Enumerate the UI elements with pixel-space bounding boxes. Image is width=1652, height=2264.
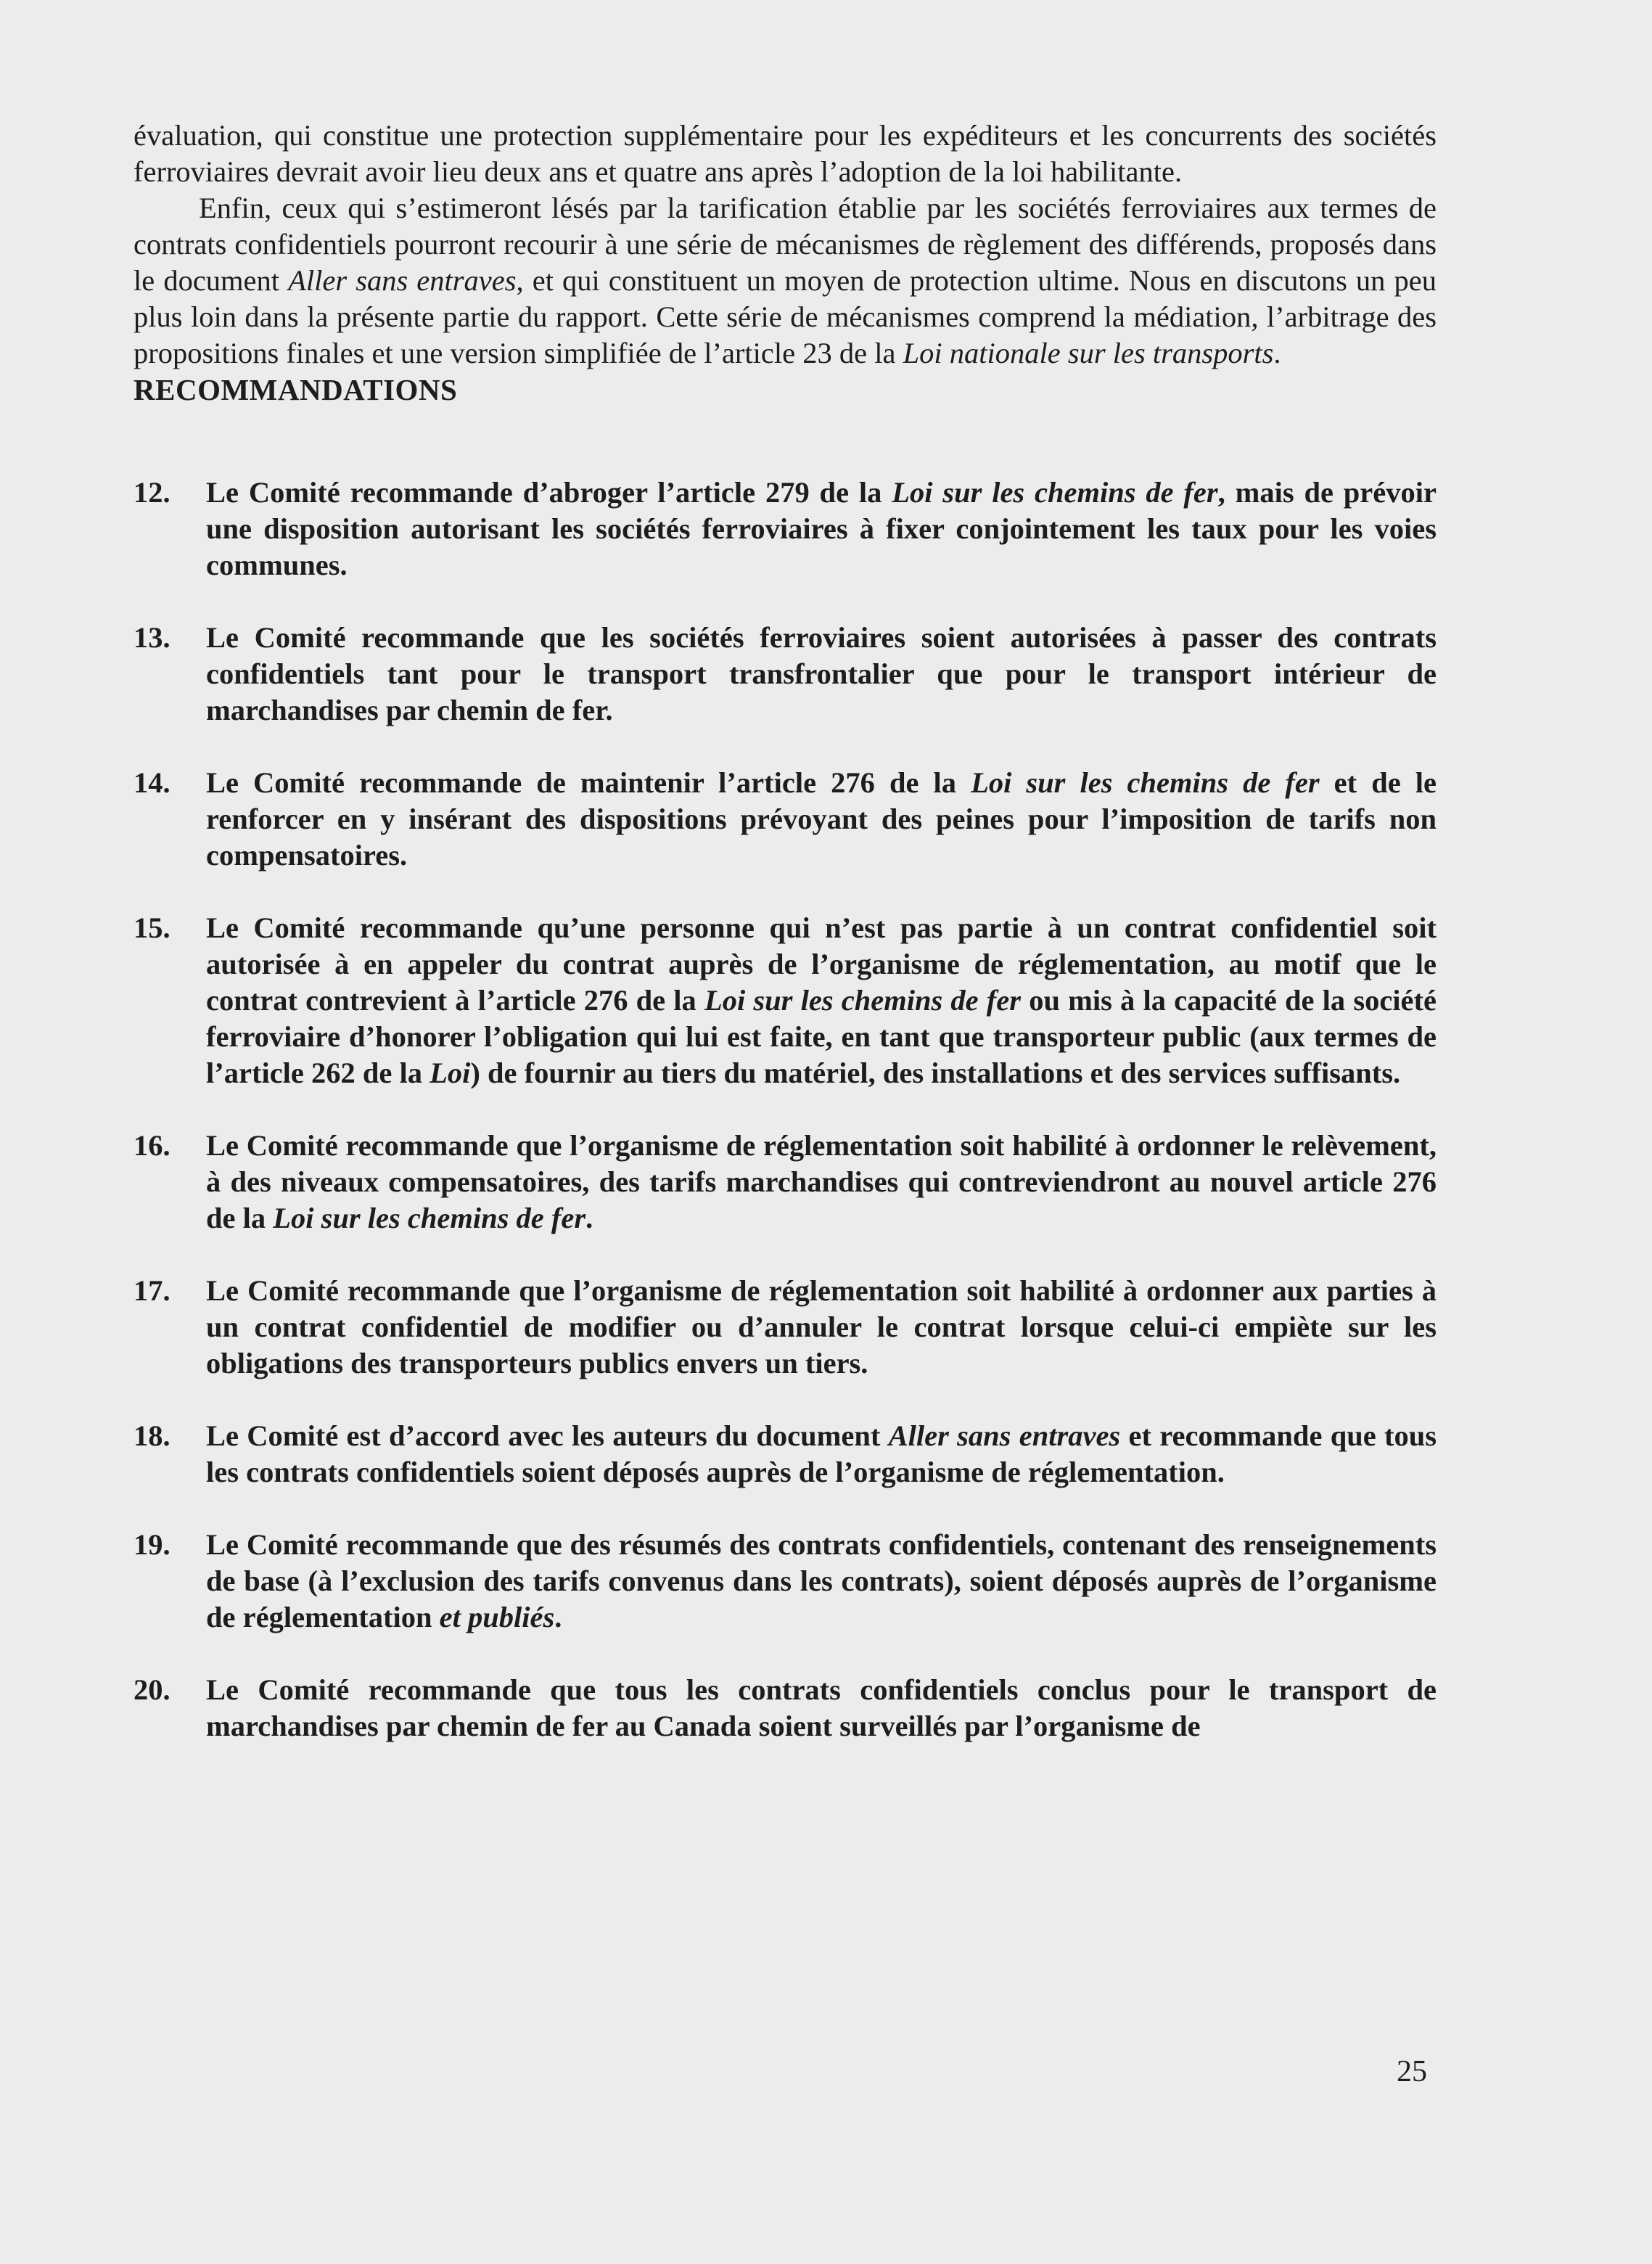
page-number: 25: [1397, 2055, 1427, 2088]
recommendation-text-part: Le Comité recommande qu’une personne qui n’est pas partie à un contrat confidentiel soit autorisée à en appeler du contrat auprès de l’organisme de réglementation, au motif que le contrat contrevient à l’article 276 de la: [206, 911, 1437, 1017]
section-heading: RECOMMANDATIONS: [133, 373, 458, 406]
recommendation-text: [206, 475, 1437, 583]
paragraph-text: , et qui constituent un moyen de protection ultime. Nous en discutons un peu plus loin dans la présente partie du rapport. Cette série de mécanismes comprend la médiation, l’arbitrage des propositions finales et une version simplifiée de l’article 23 de la: [133, 264, 1437, 369]
recommendation-number: 13.: [133, 621, 170, 654]
recommendation-text-part: , mais de prévoir une disposition autorisant les sociétés ferroviaires à fixer conjointement les taux pour les voies communes.: [206, 476, 1437, 581]
recommendation-number: 19.: [133, 1528, 170, 1561]
recommendation-item: [133, 1273, 1437, 1382]
recommendation-text: [206, 1527, 1437, 1636]
recommendation-number: 20.: [133, 1673, 170, 1706]
recommendation-item: [133, 1418, 1437, 1490]
recommendation-text-part: Le Comité recommande que les sociétés ferroviaires soient autorisées à passer des contrats confidentiels tant pour le transport transfrontalier que pour le transport intérieur de marchandises par chemin de fer.: [206, 621, 1437, 726]
paragraph-text: Enfin, ceux qui s’estimeront lésés par la tarification établie par les sociétés ferroviaires aux termes de contrats confidentiels pourront recourir à une série de mécanismes de règlement des différends, proposés dans le document: [133, 192, 1437, 297]
recommendation-item: [133, 1672, 1437, 1744]
recommendation-number: 17.: [133, 1274, 170, 1307]
law-title-italic: Loi sur les chemins de fer: [971, 766, 1320, 799]
recommendation-text-part: Le Comité recommande que l’organisme de réglementation soit habilité à ordonner le relèvement, à des niveaux compensatoires, des tarifs marchandises qui contreviendront au nouvel article 276 de la: [206, 1129, 1437, 1234]
emphasis-italic: et publiés: [439, 1601, 555, 1633]
recommendation-text-part: ou mis à la capacité de la société ferroviaire d’honorer l’obligation qui lui est faite, en tant que transporteur public (aux termes de l’article 262 de la: [206, 984, 1437, 1089]
recommendation-item: [133, 475, 1437, 583]
document-title-italic: Aller sans entraves: [288, 264, 517, 297]
recommendation-text-part: Le Comité recommande que des résumés des contrats confidentiels, contenant des renseignements de base (à l’exclusion des tarifs convenus dans les contrats), soient déposés auprès de l’organisme de réglementation: [206, 1528, 1437, 1633]
law-title-italic: Loi sur les chemins de fer: [704, 984, 1022, 1017]
paragraph-evaluation: [133, 118, 1437, 190]
recommendation-text-part: et de le renforcer en y insérant des dispositions prévoyant des peines pour l’imposition de tarifs non compensatoires.: [206, 766, 1437, 871]
recommendation-item: [133, 765, 1437, 874]
recommendation-item: [133, 1527, 1437, 1636]
recommendation-text: [206, 1418, 1437, 1490]
recommendation-number: 15.: [133, 911, 170, 944]
recommendation-number: 18.: [133, 1419, 170, 1452]
paragraph-text: .: [1273, 337, 1281, 369]
recommendations-list: [133, 475, 1437, 1744]
document-title-italic: Aller sans entraves: [888, 1419, 1121, 1452]
law-title-italic: Loi sur les chemins de fer: [892, 476, 1218, 509]
recommendation-text: [206, 1672, 1437, 1744]
page-content: [133, 118, 1437, 1744]
recommendation-text-part: et recommande que tous les contrats confidentiels soient déposés auprès de l’organisme de réglementation.: [206, 1419, 1437, 1488]
recommendation-number: 16.: [133, 1129, 170, 1162]
recommendation-text: [206, 1273, 1437, 1382]
recommendation-text: [206, 910, 1437, 1091]
law-title-italic: Loi nationale sur les transports: [903, 337, 1274, 369]
recommendation-item: [133, 1128, 1437, 1236]
recommendation-text: [206, 1128, 1437, 1236]
recommendation-text-part: Le Comité est d’accord avec les auteurs du document: [206, 1419, 889, 1452]
recommendation-text-part: ) de fournir au tiers du matériel, des installations et des services suffisants.: [470, 1057, 1401, 1089]
recommendation-text-part: .: [585, 1202, 593, 1234]
recommendation-text-part: .: [554, 1601, 562, 1633]
recommendation-text: [206, 620, 1437, 729]
recommendation-text: [206, 765, 1437, 874]
recommendation-item: [133, 910, 1437, 1091]
recommendation-number: 14.: [133, 766, 170, 799]
recommendation-item: [133, 620, 1437, 729]
law-title-italic: Loi: [430, 1057, 471, 1089]
paragraph-enfin: [133, 190, 1437, 372]
recommendation-text-part: Le Comité recommande que tous les contrats confidentiels conclus pour le transport de marchandises par chemin de fer au Canada soient surveillés par l’organisme de: [206, 1673, 1437, 1742]
recommendation-text-part: Le Comité recommande que l’organisme de réglementation soit habilité à ordonner aux parties à un contrat confidentiel de modifier ou d’annuler le contrat lorsque celui-ci empiète sur les obligations des transporteurs publics envers un tiers.: [206, 1274, 1437, 1379]
recommendation-text-part: Le Comité recommande d’abroger l’article 279 de la: [206, 476, 892, 509]
recommendation-text-part: Le Comité recommande de maintenir l’article 276 de la: [206, 766, 971, 799]
paragraph-text: évaluation, qui constitue une protection supplémentaire pour les expéditeurs et les concurrents des sociétés ferroviaires devrait avoir lieu deux ans et quatre ans après l’adoption de la loi habilitante.: [133, 119, 1437, 188]
recommendation-number: 12.: [133, 476, 170, 509]
law-title-italic: Loi sur les chemins de fer: [273, 1202, 586, 1234]
